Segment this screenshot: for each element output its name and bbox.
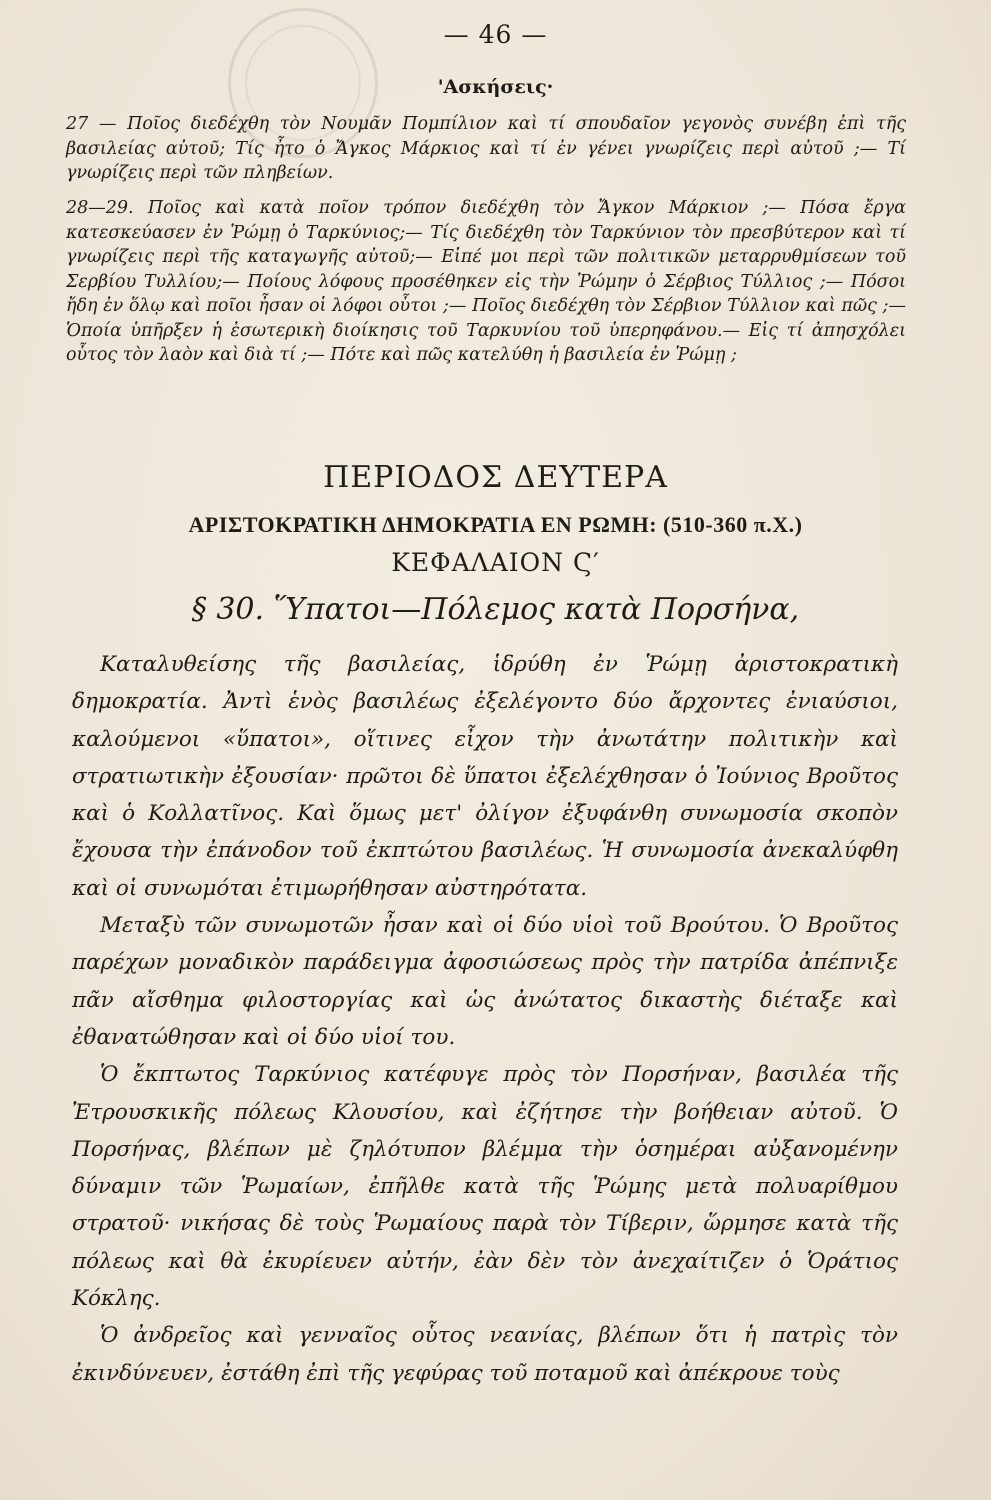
exercise-28-29: 28—29. Ποῖος καὶ κατὰ ποῖον τρόπον διεδέχθη τὸν Ἄγκον Μάρκιον ;— Πόσα ἔργα κατεσκεύασεν ἐν Ῥώμῃ ὁ Ταρκύνιος;— Τίς διεδέχθη τὸν Ταρκύνιον τὸν πρεσβύτερον καὶ τί γνωρίζεις περὶ τῆς καταγωγῆς αὐτοῦ;— Εἰπέ μοι περὶ τῶν πολιτικῶν μεταρρυθμίσεων τοῦ Σερβίου Τυλλίου;— Ποίους λόφους προσέθηκεν εἰς τὴν Ῥώμην ὁ Σέρβιος Τύλλιος ;— Πόσοι ἤδη ἐν ὅλῳ καὶ ποῖοι ἦσαν οἱ λόφοι οὗτοι ;— Ποῖος διεδέχθη τὸν Σέρβιον Τύλλιον καὶ πῶς ;— Ὁποία ὑπῆρξεν ἡ ἐσωτερικὴ διοίκησις τοῦ Ταρκυνίου τοῦ ὑπερηφάνου.— Εἰς τί ἀπησχόλει οὗτος τὸν λαὸν καὶ διὰ τί ;— Πότε καὶ πῶς κατελύθη ἡ βασιλεία ἐν Ῥώμῃ ; (66, 198, 906, 365)
paragraph: Ὁ ἀνδρεῖος καὶ γενναῖος οὗτος νεανίας, βλέπων ὅτι ἡ πατρὶς τὸν ἐκινδύνευεν, ἐστάθη ἐπὶ τῆς γεφύρας τοῦ ποταμοῦ καὶ ἀπέκρουε τοὺς (72, 1323, 898, 1386)
chapter-heading: ΚΕΦΑΛΑΙΟΝ Ϛ′ (391, 548, 600, 577)
paragraph: Καταλυθείσης τῆς βασιλείας, ἱδρύθη ἐν Ῥώμῃ ἀριστοκρατικὴ δημοκρατία. Ἀντὶ ἑνὸς βασιλέως ἐξελέγοντο δύο ἄρχοντες ἐνιαύσιοι, καλούμενοι «ὕπατοι», οἵτινες εἶχον τὴν ἀνωτάτην πολιτικὴν καὶ στρατιωτικὴν ἐξουσίαν· πρῶτοι δὲ ὕπατοι ἐξελέχθησαν ὁ Ἰούνιος Βροῦτος καὶ ὁ Κολλατῖνος. Καὶ ὅμως μετ' ὀλίγον ἐξυφάνθη συνωμοσία σκοπὸν ἔχουσα τὴν ἐπάνοδον τοῦ ἐκπτώτου βασιλέως. Ἡ συνωμοσία ἀνεκαλύφθη καὶ οἱ συνωμόται ἐτιμωρήθησαν αὐστηρότατα. (72, 652, 898, 901)
paragraph: Ὁ ἔκπτωτος Ταρκύνιος κατέφυγε πρὸς τὸν Πορσήναν, βασιλέα τῆς Ἐτρουσκικῆς πόλεως Κλουσίου, καὶ ἐζήτησε τὴν βοήθειαν αὐτοῦ. Ὁ Πορσήνας, βλέπων μὲ ζηλότυπον βλέμμα τὴν ὁσημέραι αὐξανομένην δύναμιν τῶν Ῥωμαίων, ἐπῆλθε κατὰ τῆς Ῥώμης μετὰ πολυαρίθμου στρατοῦ· νικήσας δὲ τοὺς Ῥωμαίους παρὰ τὸν Τίβεριν, ὥρμησε κατὰ τῆς πόλεως καὶ θὰ ἐκυρίευεν αὐτήν, ἐὰν δὲν τὸν ἀνεχαίτιζεν ὁ Ὁράτιος Κόκλης. (72, 1062, 898, 1312)
exercises-heading: 'Ασκήσεις· (437, 76, 554, 98)
paragraph: Μεταξὺ τῶν συνωμοτῶν ἦσαν καὶ οἱ δύο υἱοὶ τοῦ Βρούτου. Ὁ Βροῦτος παρέχων μοναδικὸν παράδειγμα ἀφοσιώσεως πρὸς τὴν πατρίδα ἀπέπνιξε πᾶν αἴσθημα φιλοστοργίας καὶ ὡς ἀνώτατος δικαστὴς διέταξε καὶ ἐθανατώθησαν καὶ οἱ δύο υἱοί του. (72, 913, 898, 1050)
body-text (72, 646, 898, 1392)
period-heading: ΠΕΡΙΟΔΟΣ ΔΕΥΤΕΡΑ (323, 460, 668, 495)
exercise-27: 27 — Ποῖος διεδέχθη τὸν Νουμᾶν Πομπίλιον καὶ τί σπουδαῖον γεγονὸς συνέβη ἐπὶ τῆς βασιλείας αὐτοῦ; Τίς ἦτο ὁ Ἄγκος Μάρκιος καὶ τί ἐν γένει γνωρίζεις περὶ αὐτοῦ ;— Τί γνωρίζεις περὶ τῶν πληβείων. (66, 114, 906, 183)
section-heading: § 30. Ὕπατοι—Πόλεμος κατὰ Πορσήνα, (191, 592, 800, 627)
page-number: — 46 — (443, 20, 548, 49)
regime-heading: ΑΡΙΣΤΟΚΡΑΤΙΚΗ ΔΗΜΟΚΡΑΤΙΑ ΕΝ ΡΩΜΗ: (510-360 π.Χ.) (188, 512, 803, 537)
